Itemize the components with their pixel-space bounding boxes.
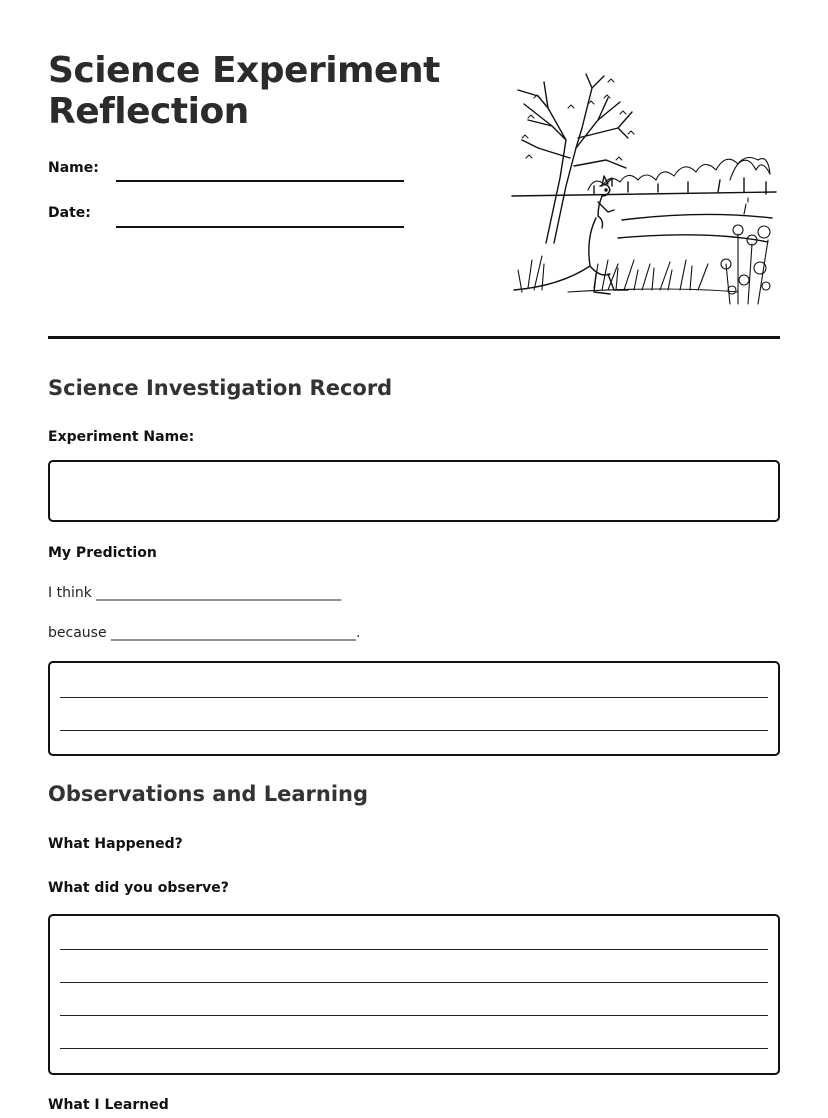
name-label: Name:	[48, 160, 99, 176]
page-title: Science Experiment Reflection	[48, 50, 440, 132]
what-learned-label: What I Learned	[48, 1097, 169, 1113]
investigation-heading: Science Investigation Record	[48, 376, 393, 400]
writing-line	[60, 730, 768, 731]
writing-line	[60, 697, 768, 698]
because-line[interactable]: because ___________________________________.	[48, 625, 361, 641]
experiment-name-label: Experiment Name:	[48, 429, 195, 445]
prediction-label: My Prediction	[48, 545, 157, 561]
name-input-line[interactable]	[116, 180, 404, 182]
writing-line	[60, 1015, 768, 1016]
kangaroo-landscape-illustration	[508, 68, 780, 308]
writing-line	[60, 949, 768, 950]
observation-box[interactable]	[48, 914, 780, 1075]
i-think-line[interactable]: I think ___________________________________	[48, 585, 342, 601]
header-divider	[48, 336, 780, 339]
date-input-line[interactable]	[116, 226, 404, 228]
writing-line	[60, 1048, 768, 1049]
prediction-box[interactable]	[48, 661, 780, 756]
what-happened-label: What Happened?	[48, 836, 183, 852]
experiment-name-box[interactable]	[48, 460, 780, 522]
date-label: Date:	[48, 205, 91, 221]
observations-heading: Observations and Learning	[48, 782, 369, 806]
what-observe-label: What did you observe?	[48, 880, 229, 896]
writing-line	[60, 982, 768, 983]
